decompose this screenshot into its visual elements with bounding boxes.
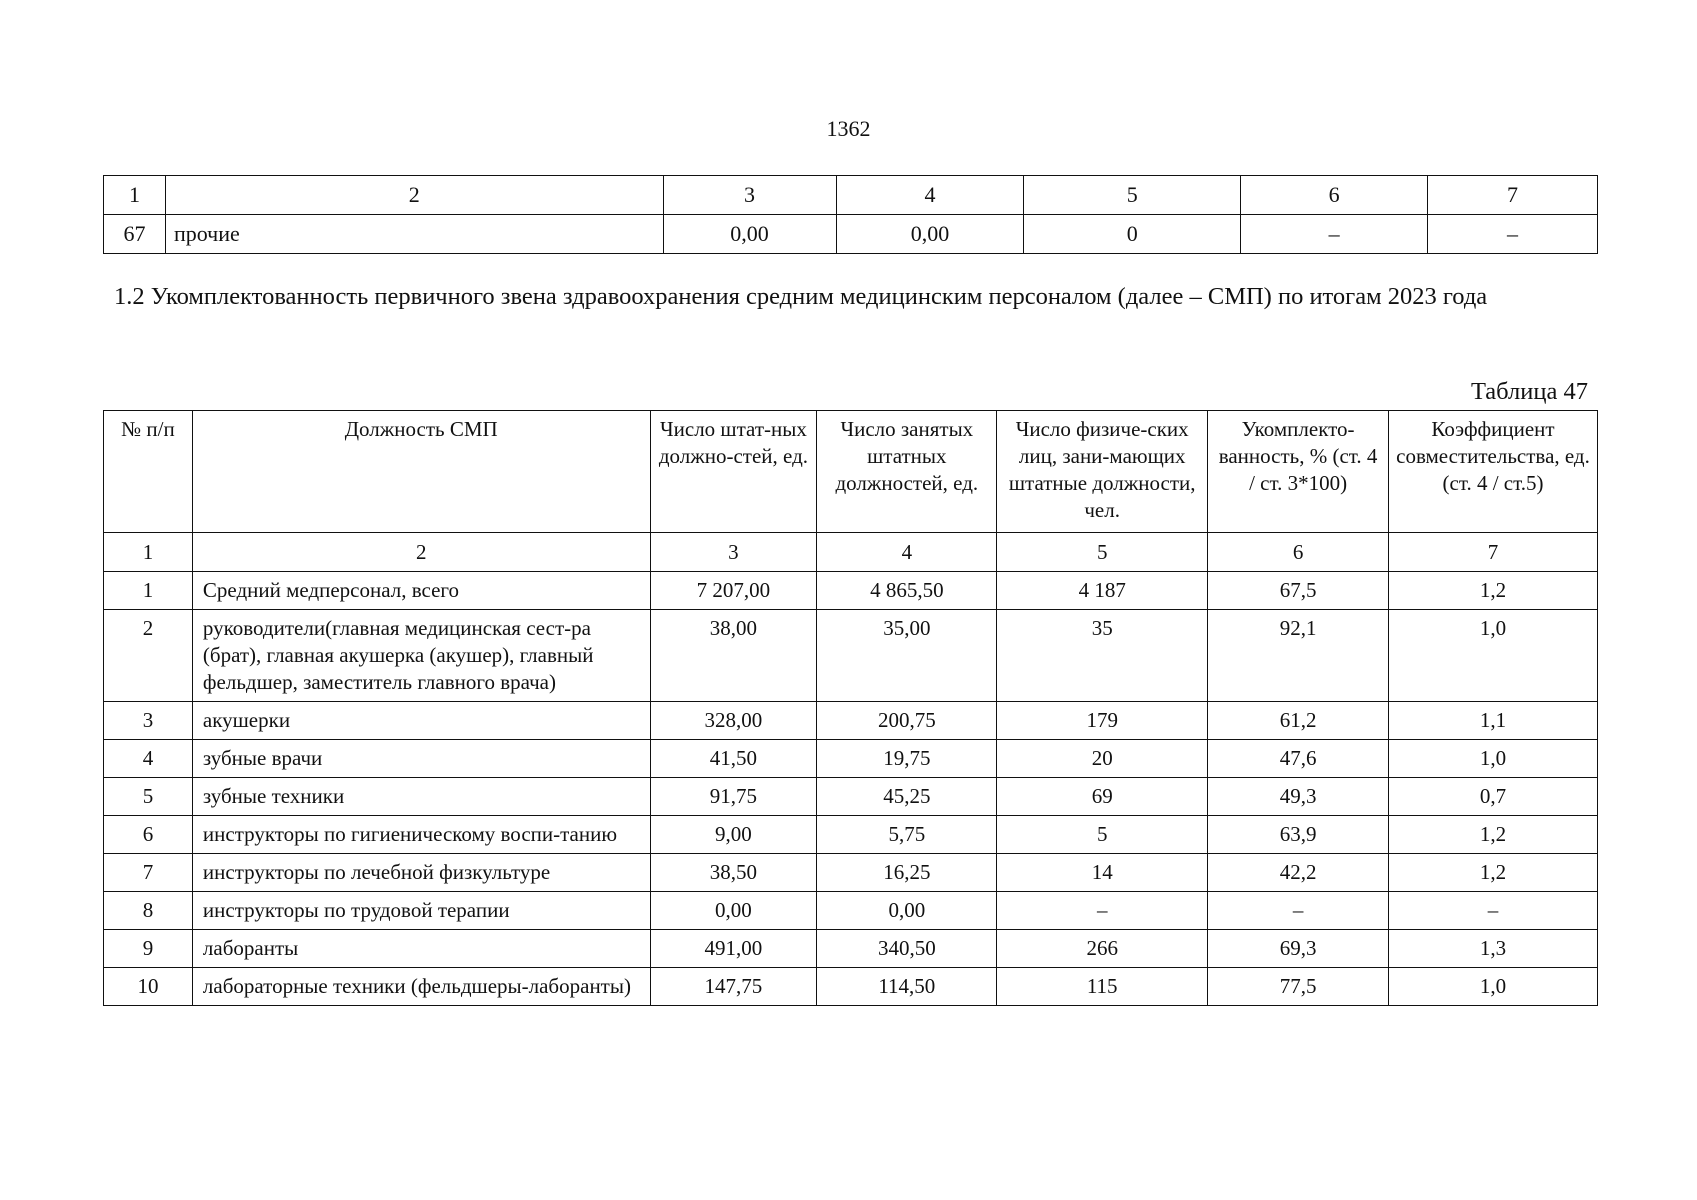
position-cell: зубные техники <box>192 778 650 816</box>
table-cell: 47,6 <box>1208 740 1389 778</box>
table-cell: 14 <box>997 854 1208 892</box>
table-cell: 61,2 <box>1208 702 1389 740</box>
table-cell: 0 <box>1024 215 1241 254</box>
table-cell: 69 <box>997 778 1208 816</box>
table-cell: 1,0 <box>1389 740 1598 778</box>
table-row <box>104 702 1598 740</box>
table-cell: 77,5 <box>1208 968 1389 1006</box>
table-cell: 114,50 <box>817 968 997 1006</box>
table-cell: 7 207,00 <box>650 572 817 610</box>
staffing-table <box>103 410 1598 1006</box>
column-number-cell: 5 <box>997 533 1208 572</box>
table-cell: 45,25 <box>817 778 997 816</box>
table-cell: 7 <box>104 854 193 892</box>
table-cell: 340,50 <box>817 930 997 968</box>
column-number-cell: 5 <box>1024 176 1241 215</box>
table-cell: – <box>1241 215 1428 254</box>
table-cell: 5,75 <box>817 816 997 854</box>
table-cell: 38,50 <box>650 854 817 892</box>
table-cell: 67 <box>104 215 166 254</box>
column-number-cell: 1 <box>104 176 166 215</box>
table-cell: 10 <box>104 968 193 1006</box>
table-cell: – <box>1428 215 1598 254</box>
table-cell: 67,5 <box>1208 572 1389 610</box>
table-cell: – <box>1389 892 1598 930</box>
table-row <box>104 892 1598 930</box>
table-cell: 5 <box>997 816 1208 854</box>
table-row <box>104 572 1598 610</box>
table-row <box>104 740 1598 778</box>
table-cell: 0,00 <box>663 215 836 254</box>
column-number-cell: 4 <box>836 176 1024 215</box>
table-cell: 38,00 <box>650 610 817 702</box>
table-cell: 92,1 <box>1208 610 1389 702</box>
table-cell: 41,50 <box>650 740 817 778</box>
table-cell: 1,0 <box>1389 968 1598 1006</box>
table-cell: 6 <box>104 816 193 854</box>
column-number-cell: 2 <box>192 533 650 572</box>
column-number-row <box>104 533 1598 572</box>
column-number-cell: 3 <box>663 176 836 215</box>
column-number-cell: 2 <box>165 176 663 215</box>
column-header: Должность СМП <box>192 411 650 533</box>
table-cell: 63,9 <box>1208 816 1389 854</box>
table-cell: 1,2 <box>1389 816 1598 854</box>
column-header: Число занятых штатных должностей, ед. <box>817 411 997 533</box>
table-cell: 9 <box>104 930 193 968</box>
column-number-cell: 7 <box>1428 176 1598 215</box>
table-cell: 91,75 <box>650 778 817 816</box>
table-cell: 200,75 <box>817 702 997 740</box>
column-number-cell: 7 <box>1389 533 1598 572</box>
table-row <box>104 610 1598 702</box>
table-cell: 3 <box>104 702 193 740</box>
table-row <box>104 778 1598 816</box>
table-cell: 4 865,50 <box>817 572 997 610</box>
column-number-cell: 4 <box>817 533 997 572</box>
page-number: 1362 <box>826 116 871 141</box>
position-cell: лаборанты <box>192 930 650 968</box>
section-heading: 1.2 Укомплектованность первичного звена здравоохранения средним медицинским персоналом (далее – СМП) по итогам 2023 года <box>114 283 1488 310</box>
table-cell: прочие <box>165 215 663 254</box>
table-cell: 0,7 <box>1389 778 1598 816</box>
column-number-row <box>104 176 1598 215</box>
table-cell: 179 <box>997 702 1208 740</box>
table-row <box>104 215 1598 254</box>
table-cell: 16,25 <box>817 854 997 892</box>
column-number-cell: 6 <box>1241 176 1428 215</box>
table-cell: 69,3 <box>1208 930 1389 968</box>
position-cell: инструкторы по гигиеническому воспи-танию <box>192 816 650 854</box>
table-row <box>104 854 1598 892</box>
table-cell: 1,0 <box>1389 610 1598 702</box>
table-cell: 328,00 <box>650 702 817 740</box>
table-cell: 0,00 <box>650 892 817 930</box>
position-cell: руководители(главная медицинская сест-ра (брат), главная акушерка (акушер), главный фельдшер, заместитель главного врача) <box>192 610 650 702</box>
table-row <box>104 930 1598 968</box>
position-cell: инструкторы по лечебной физкультуре <box>192 854 650 892</box>
table-cell: 1,2 <box>1389 572 1598 610</box>
position-cell: лабораторные техники (фельдшеры-лаборанты) <box>192 968 650 1006</box>
position-cell: Средний медперсонал, всего <box>192 572 650 610</box>
column-header: Укомплекто-ванность, % (ст. 4 / ст. 3*100) <box>1208 411 1389 533</box>
column-number-cell: 1 <box>104 533 193 572</box>
table-cell: 35 <box>997 610 1208 702</box>
table-caption: Таблица 47 <box>1470 378 1588 405</box>
table-row <box>104 968 1598 1006</box>
table-cell: – <box>1208 892 1389 930</box>
table-cell: 115 <box>997 968 1208 1006</box>
column-header: Число физиче-ских лиц, зани-мающих штатные должности, чел. <box>997 411 1208 533</box>
table-cell: 2 <box>104 610 193 702</box>
column-header: Число штат-ных должно-стей, ед. <box>650 411 817 533</box>
table-cell: 9,00 <box>650 816 817 854</box>
continuation-table <box>103 175 1598 254</box>
table-cell: 266 <box>997 930 1208 968</box>
column-number-cell: 3 <box>650 533 817 572</box>
table-cell: 1,3 <box>1389 930 1598 968</box>
table-cell: 491,00 <box>650 930 817 968</box>
column-header: № п/п <box>104 411 193 533</box>
table-cell: 0,00 <box>817 892 997 930</box>
position-cell: зубные врачи <box>192 740 650 778</box>
column-number-cell: 6 <box>1208 533 1389 572</box>
table-cell: 0,00 <box>836 215 1024 254</box>
table-cell: 4 187 <box>997 572 1208 610</box>
table-cell: 19,75 <box>817 740 997 778</box>
table-cell: 1,1 <box>1389 702 1598 740</box>
header-row <box>104 411 1598 533</box>
table-cell: 35,00 <box>817 610 997 702</box>
table-cell: 1 <box>104 572 193 610</box>
table-cell: 8 <box>104 892 193 930</box>
position-cell: акушерки <box>192 702 650 740</box>
table-cell: 147,75 <box>650 968 817 1006</box>
column-header: Коэффициент совместительства, ед. (ст. 4 / ст.5) <box>1389 411 1598 533</box>
table-cell: 49,3 <box>1208 778 1389 816</box>
table-row <box>104 816 1598 854</box>
table-cell: 42,2 <box>1208 854 1389 892</box>
table-cell: – <box>997 892 1208 930</box>
table-cell: 1,2 <box>1389 854 1598 892</box>
table-cell: 5 <box>104 778 193 816</box>
table-cell: 20 <box>997 740 1208 778</box>
position-cell: инструкторы по трудовой терапии <box>192 892 650 930</box>
table-cell: 4 <box>104 740 193 778</box>
